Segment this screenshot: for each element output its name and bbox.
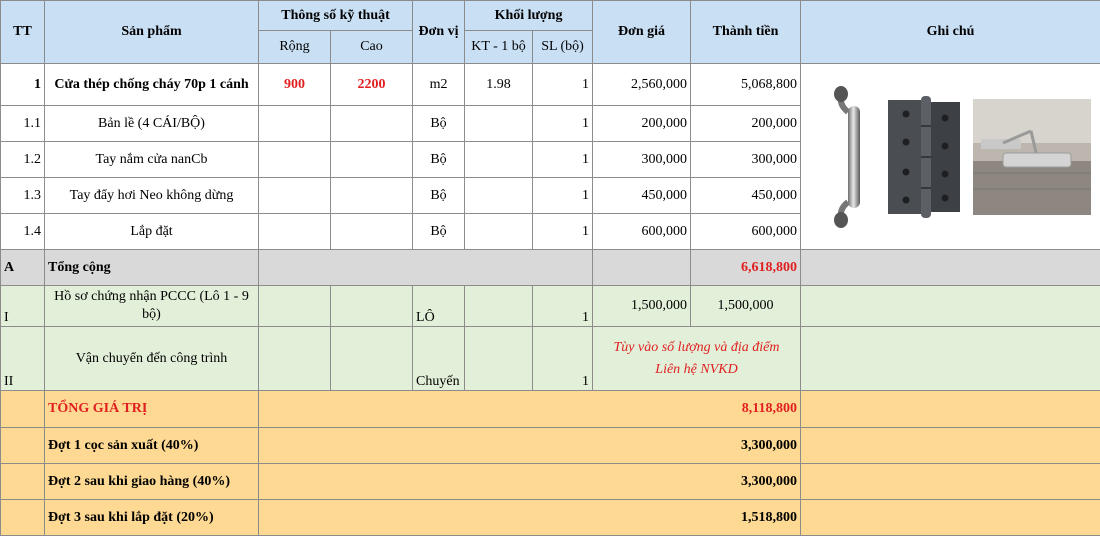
col-header-sl[interactable]: SL (bộ) <box>533 31 593 64</box>
installment-value[interactable]: 3,300,000 <box>259 464 801 500</box>
col-header-unit[interactable]: Đơn vị <box>413 1 465 64</box>
cell-height[interactable] <box>331 327 413 391</box>
door-pull-handle-image <box>832 82 876 232</box>
cell-width[interactable] <box>259 106 331 142</box>
subtotal-label[interactable]: Tổng cộng <box>45 250 259 286</box>
cell-kt[interactable] <box>465 286 533 327</box>
cell-sl[interactable]: 1 <box>533 142 593 178</box>
col-header-product[interactable]: Sản phẩm <box>45 1 259 64</box>
cell-price[interactable]: 200,000 <box>593 106 691 142</box>
cell-tt[interactable]: 1.2 <box>1 142 45 178</box>
cell-width[interactable] <box>259 286 331 327</box>
cell-sl[interactable]: 1 <box>533 64 593 106</box>
subtotal-amount[interactable]: 6,618,800 <box>691 250 801 286</box>
cell-unit[interactable]: LÔ <box>413 286 465 327</box>
installment-label[interactable]: Đợt 3 sau khi lắp đặt (20%) <box>45 500 259 536</box>
cell-height[interactable]: 2200 <box>331 64 413 106</box>
cell-price[interactable]: 1,500,000 <box>593 286 691 327</box>
cell-amount[interactable]: 1,500,000 <box>691 286 801 327</box>
cell-product[interactable]: Lắp đặt <box>45 214 259 250</box>
door-closer-image <box>973 99 1091 215</box>
grand-total-value[interactable]: 8,118,800 <box>259 391 801 428</box>
cell-unit[interactable]: Bộ <box>413 178 465 214</box>
cell-height[interactable] <box>331 142 413 178</box>
header-row-top <box>1 1 1100 31</box>
cell-width[interactable] <box>259 327 331 391</box>
cell-unit[interactable]: Chuyến <box>413 327 465 391</box>
cell-amount[interactable]: 450,000 <box>691 178 801 214</box>
cell-width[interactable] <box>259 142 331 178</box>
cell-unit[interactable]: Bộ <box>413 142 465 178</box>
shipping-note-cell[interactable] <box>593 327 801 391</box>
extra-row-shipping <box>1 327 1100 391</box>
cell-price[interactable]: 600,000 <box>593 214 691 250</box>
cell-note[interactable] <box>801 327 1100 391</box>
cell-kt[interactable] <box>465 106 533 142</box>
cell-empty[interactable] <box>259 250 593 286</box>
cell-tt[interactable]: 1.3 <box>1 178 45 214</box>
cell-unit[interactable]: m2 <box>413 64 465 106</box>
cell-sl[interactable]: 1 <box>533 106 593 142</box>
cell-tt[interactable] <box>1 391 45 428</box>
cell-tt[interactable]: I <box>1 286 45 327</box>
cell-kt[interactable]: 1.98 <box>465 64 533 106</box>
table-row <box>1 64 1100 106</box>
cell-kt[interactable] <box>465 142 533 178</box>
cell-product[interactable]: Bản lề (4 CÁI/BỘ) <box>45 106 259 142</box>
cell-height[interactable] <box>331 106 413 142</box>
installment-value[interactable]: 1,518,800 <box>259 500 801 536</box>
installment-row <box>1 428 1100 464</box>
cell-tt[interactable] <box>1 500 45 536</box>
cell-kt[interactable] <box>465 327 533 391</box>
cell-price[interactable]: 2,560,000 <box>593 64 691 106</box>
shipping-note-line2: Liên hệ NVKD <box>655 361 738 377</box>
product-images-cell[interactable] <box>801 64 1100 250</box>
cell-unit[interactable]: Bộ <box>413 106 465 142</box>
installment-row <box>1 464 1100 500</box>
cell-sl[interactable]: 1 <box>533 178 593 214</box>
cell-width[interactable] <box>259 178 331 214</box>
cell-product[interactable]: Tay nắm cửa nanCb <box>45 142 259 178</box>
cell-kt[interactable] <box>465 178 533 214</box>
cell-note[interactable] <box>801 250 1100 286</box>
cell-tt[interactable]: 1.4 <box>1 214 45 250</box>
cell-product[interactable]: Cửa thép chống cháy 70p 1 cánh <box>45 64 259 106</box>
cell-price[interactable] <box>593 250 691 286</box>
installment-label[interactable]: Đợt 1 cọc sản xuất (40%) <box>45 428 259 464</box>
col-header-specs[interactable]: Thông số kỹ thuật <box>259 1 413 31</box>
door-hinge-image <box>886 96 964 218</box>
subtotal-row <box>1 250 1100 286</box>
cell-sl[interactable]: 1 <box>533 327 593 391</box>
cell-note[interactable] <box>801 428 1100 464</box>
col-header-note[interactable]: Ghi chú <box>801 1 1100 64</box>
grand-total-row <box>1 391 1100 428</box>
cell-amount[interactable]: 300,000 <box>691 142 801 178</box>
cell-unit[interactable]: Bộ <box>413 214 465 250</box>
cell-width[interactable]: 900 <box>259 64 331 106</box>
installment-label[interactable]: Đợt 2 sau khi giao hàng (40%) <box>45 464 259 500</box>
cell-height[interactable] <box>331 214 413 250</box>
grand-total-label[interactable]: TỔNG GIÁ TRỊ <box>45 391 259 428</box>
col-header-kt[interactable]: KT - 1 bộ <box>465 31 533 64</box>
cell-price[interactable]: 450,000 <box>593 178 691 214</box>
cell-tt[interactable]: 1 <box>1 64 45 106</box>
cell-amount[interactable]: 200,000 <box>691 106 801 142</box>
installment-value[interactable]: 3,300,000 <box>259 428 801 464</box>
cell-amount[interactable]: 600,000 <box>691 214 801 250</box>
col-header-volume[interactable]: Khối lượng <box>465 1 593 31</box>
cell-note[interactable] <box>801 286 1100 327</box>
cell-amount[interactable]: 5,068,800 <box>691 64 801 106</box>
installment-row <box>1 500 1100 536</box>
cell-note[interactable] <box>801 464 1100 500</box>
cell-product[interactable]: Vận chuyển đến công trình <box>45 327 259 391</box>
col-header-width[interactable]: Rộng <box>259 31 331 64</box>
cell-kt[interactable] <box>465 214 533 250</box>
cell-sl[interactable]: 1 <box>533 214 593 250</box>
cell-note[interactable] <box>801 391 1100 428</box>
col-header-price[interactable]: Đơn giá <box>593 1 691 64</box>
col-header-amount[interactable]: Thành tiền <box>691 1 801 64</box>
cell-tt[interactable] <box>1 464 45 500</box>
cell-tt[interactable]: 1.1 <box>1 106 45 142</box>
cell-height[interactable] <box>331 286 413 327</box>
cell-product[interactable]: Hồ sơ chứng nhận PCCC (Lô 1 - 9 bộ) <box>45 286 259 327</box>
extra-row-certificate <box>1 286 1100 327</box>
cell-width[interactable] <box>259 214 331 250</box>
cell-tt[interactable] <box>1 428 45 464</box>
cell-note[interactable] <box>801 500 1100 536</box>
cell-price[interactable]: 300,000 <box>593 142 691 178</box>
col-header-tt[interactable]: TT <box>1 1 45 64</box>
shipping-note-line1: Tùy vào số lượng và địa điểm <box>613 339 780 355</box>
cell-height[interactable] <box>331 178 413 214</box>
cell-tt[interactable]: II <box>1 327 45 391</box>
col-header-height[interactable]: Cao <box>331 31 413 64</box>
cell-tt[interactable]: A <box>1 250 45 286</box>
cell-product[interactable]: Tay đẩy hơi Neo không dừng <box>45 178 259 214</box>
cell-sl[interactable]: 1 <box>533 286 593 327</box>
